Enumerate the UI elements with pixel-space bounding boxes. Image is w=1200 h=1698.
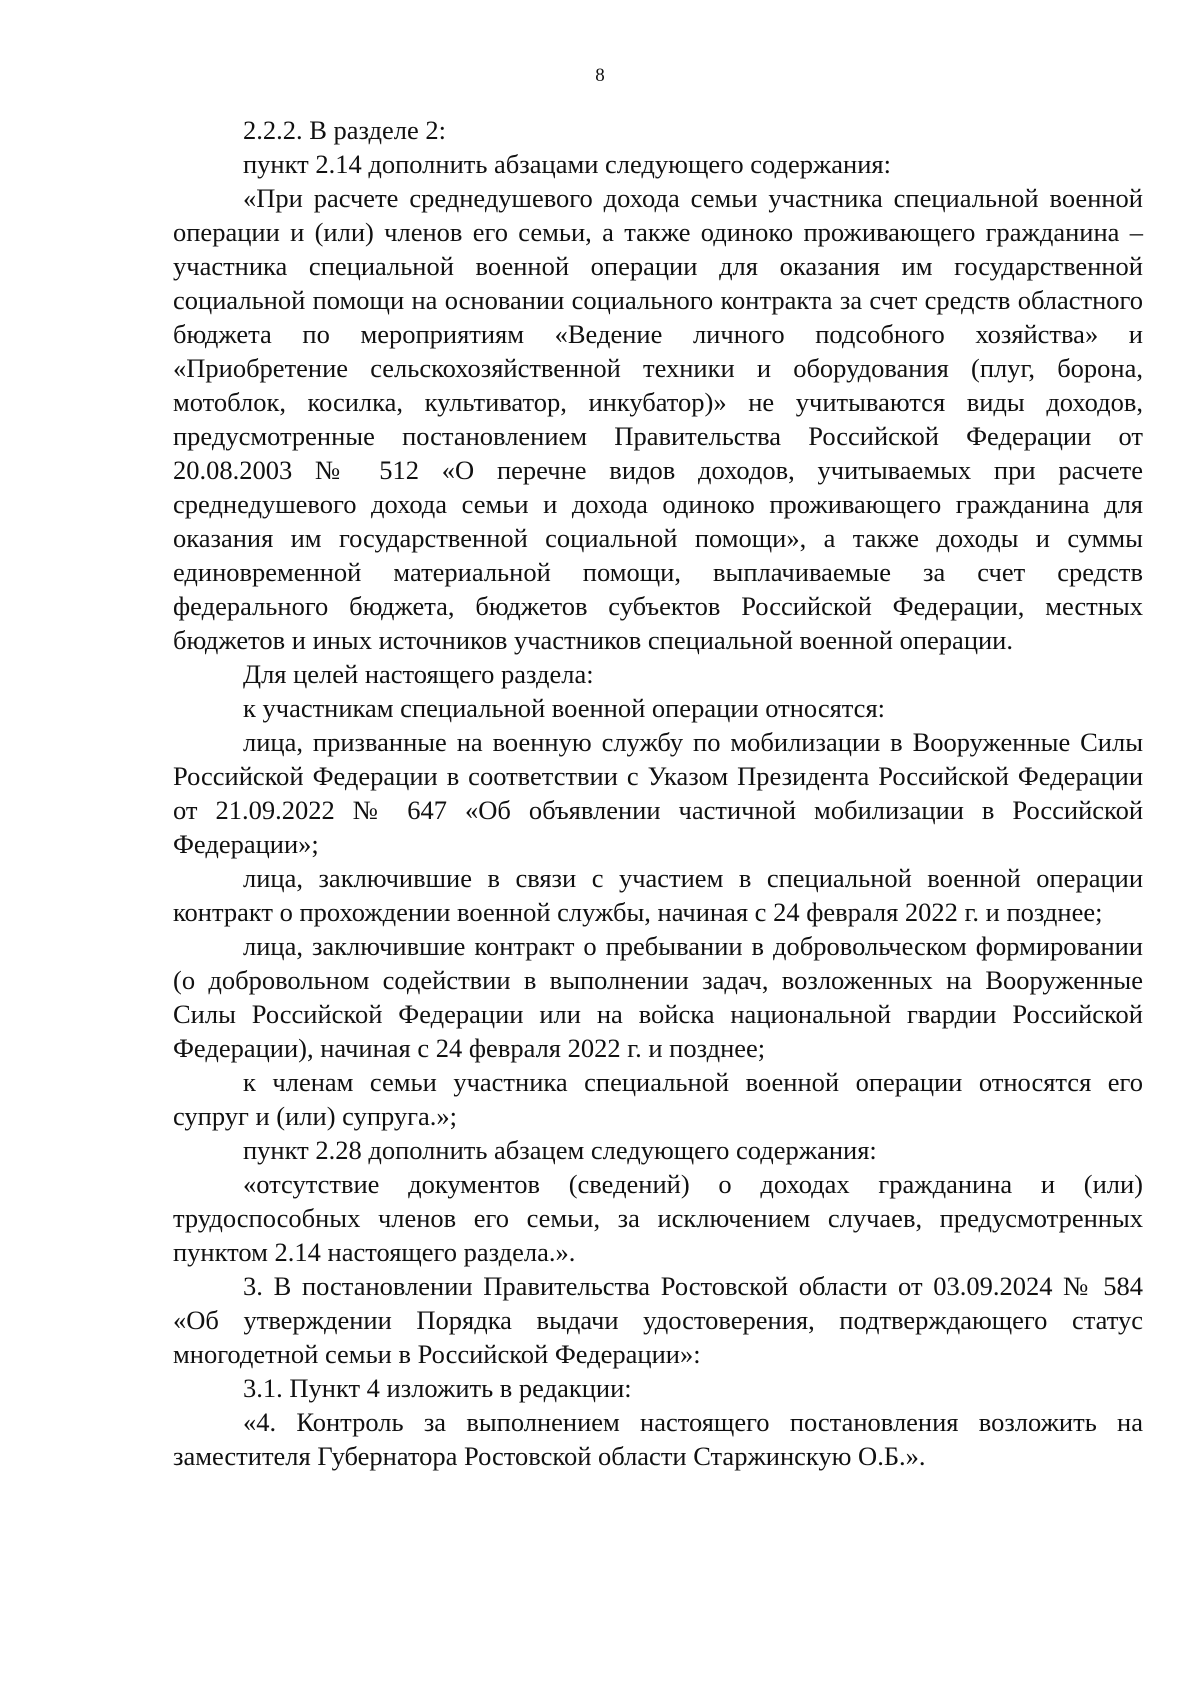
paragraph-control-clause: «4. Контроль за выполнением настоящего постановления возложить на заместителя Губернатора Ростовской области Старжинскую О.Б.». <box>173 1407 1143 1471</box>
paragraph-item-2-28-intro: пункт 2.28 дополнить абзацем следующего содержания: <box>243 1135 877 1165</box>
paragraph-item-2-14-intro: пункт 2.14 дополнить абзацами следующего содержания: <box>243 149 891 179</box>
paragraph-income-calculation: «При расчете среднедушевого дохода семьи участника специальной военной операции и (или) членов его семьи, а также одиноко проживающего гражданина – участника специальной военной операции для оказания им государственной социальной помощи на основании социального контракта за счет средств областного бюджета по мероприятиям «Ведение личного подсобного хозяйства» и «Приобретение сельскохозяйственной техники и оборудования (плуг, борона, мотоблок, косилка, культиватор, инкубатор)» не учитываются виды доходов, предусмотренные постановлением Правительства Российской Федерации от 20.08.2003 № 512 «О перечне видов доходов, учитываемых при расчете среднедушевого дохода семьи и дохода одиноко проживающего гражданина для оказания им государственной социальной помощи», а также доходы и суммы единовременной материальной помощи, выплачиваемые за счет средств федерального бюджета, бюджетов субъектов Российской Федерации, местных бюджетов и иных источников участников специальной военной операции. <box>173 183 1143 655</box>
page-number: 8 <box>595 65 605 86</box>
paragraph-family-members: к членам семьи участника специальной военной операции относятся его супруг и (или) супруга.»; <box>173 1067 1143 1131</box>
paragraph-contract-persons: лица, заключившие в связи с участием в специальной военной операции контракт о прохождении военной службы, начиная с 24 февраля 2022 г. и позднее; <box>173 863 1143 927</box>
paragraph-resolution-584: 3. В постановлении Правительства Ростовской области от 03.09.2024 № 584 «Об утверждении Порядка выдачи удостоверения, подтверждающего статус многодетной семьи в Российской Федерации»: <box>173 1271 1143 1369</box>
paragraph-section-heading: 2.2.2. В разделе 2: <box>243 115 447 145</box>
paragraph-missing-documents: «отсутствие документов (сведений) о доходах гражданина и (или) трудоспособных членов его семьи, за исключением случаев, предусмотренных пунктом 2.14 настоящего раздела.». <box>173 1169 1143 1267</box>
paragraph-section-purposes: Для целей настоящего раздела: <box>243 659 594 689</box>
document-body <box>173 113 1143 1473</box>
paragraph-participants-intro: к участникам специальной военной операции относятся: <box>243 693 885 723</box>
paragraph-item-3-1: 3.1. Пункт 4 изложить в редакции: <box>243 1373 632 1403</box>
paragraph-mobilized-persons: лица, призванные на военную службу по мобилизации в Вооруженные Силы Российской Федерации в соответствии с Указом Президента Российской Федерации от 21.09.2022 № 647 «Об объявлении частичной мобилизации в Российской Федерации»; <box>173 727 1143 859</box>
paragraph-volunteer-persons: лица, заключившие контракт о пребывании в добровольческом формировании (о добровольном содействии в выполнении задач, возложенных на Вооруженные Силы Российской Федерации или на войска национальной гвардии Российской Федерации), начиная с 24 февраля 2022 г. и позднее; <box>173 931 1143 1063</box>
